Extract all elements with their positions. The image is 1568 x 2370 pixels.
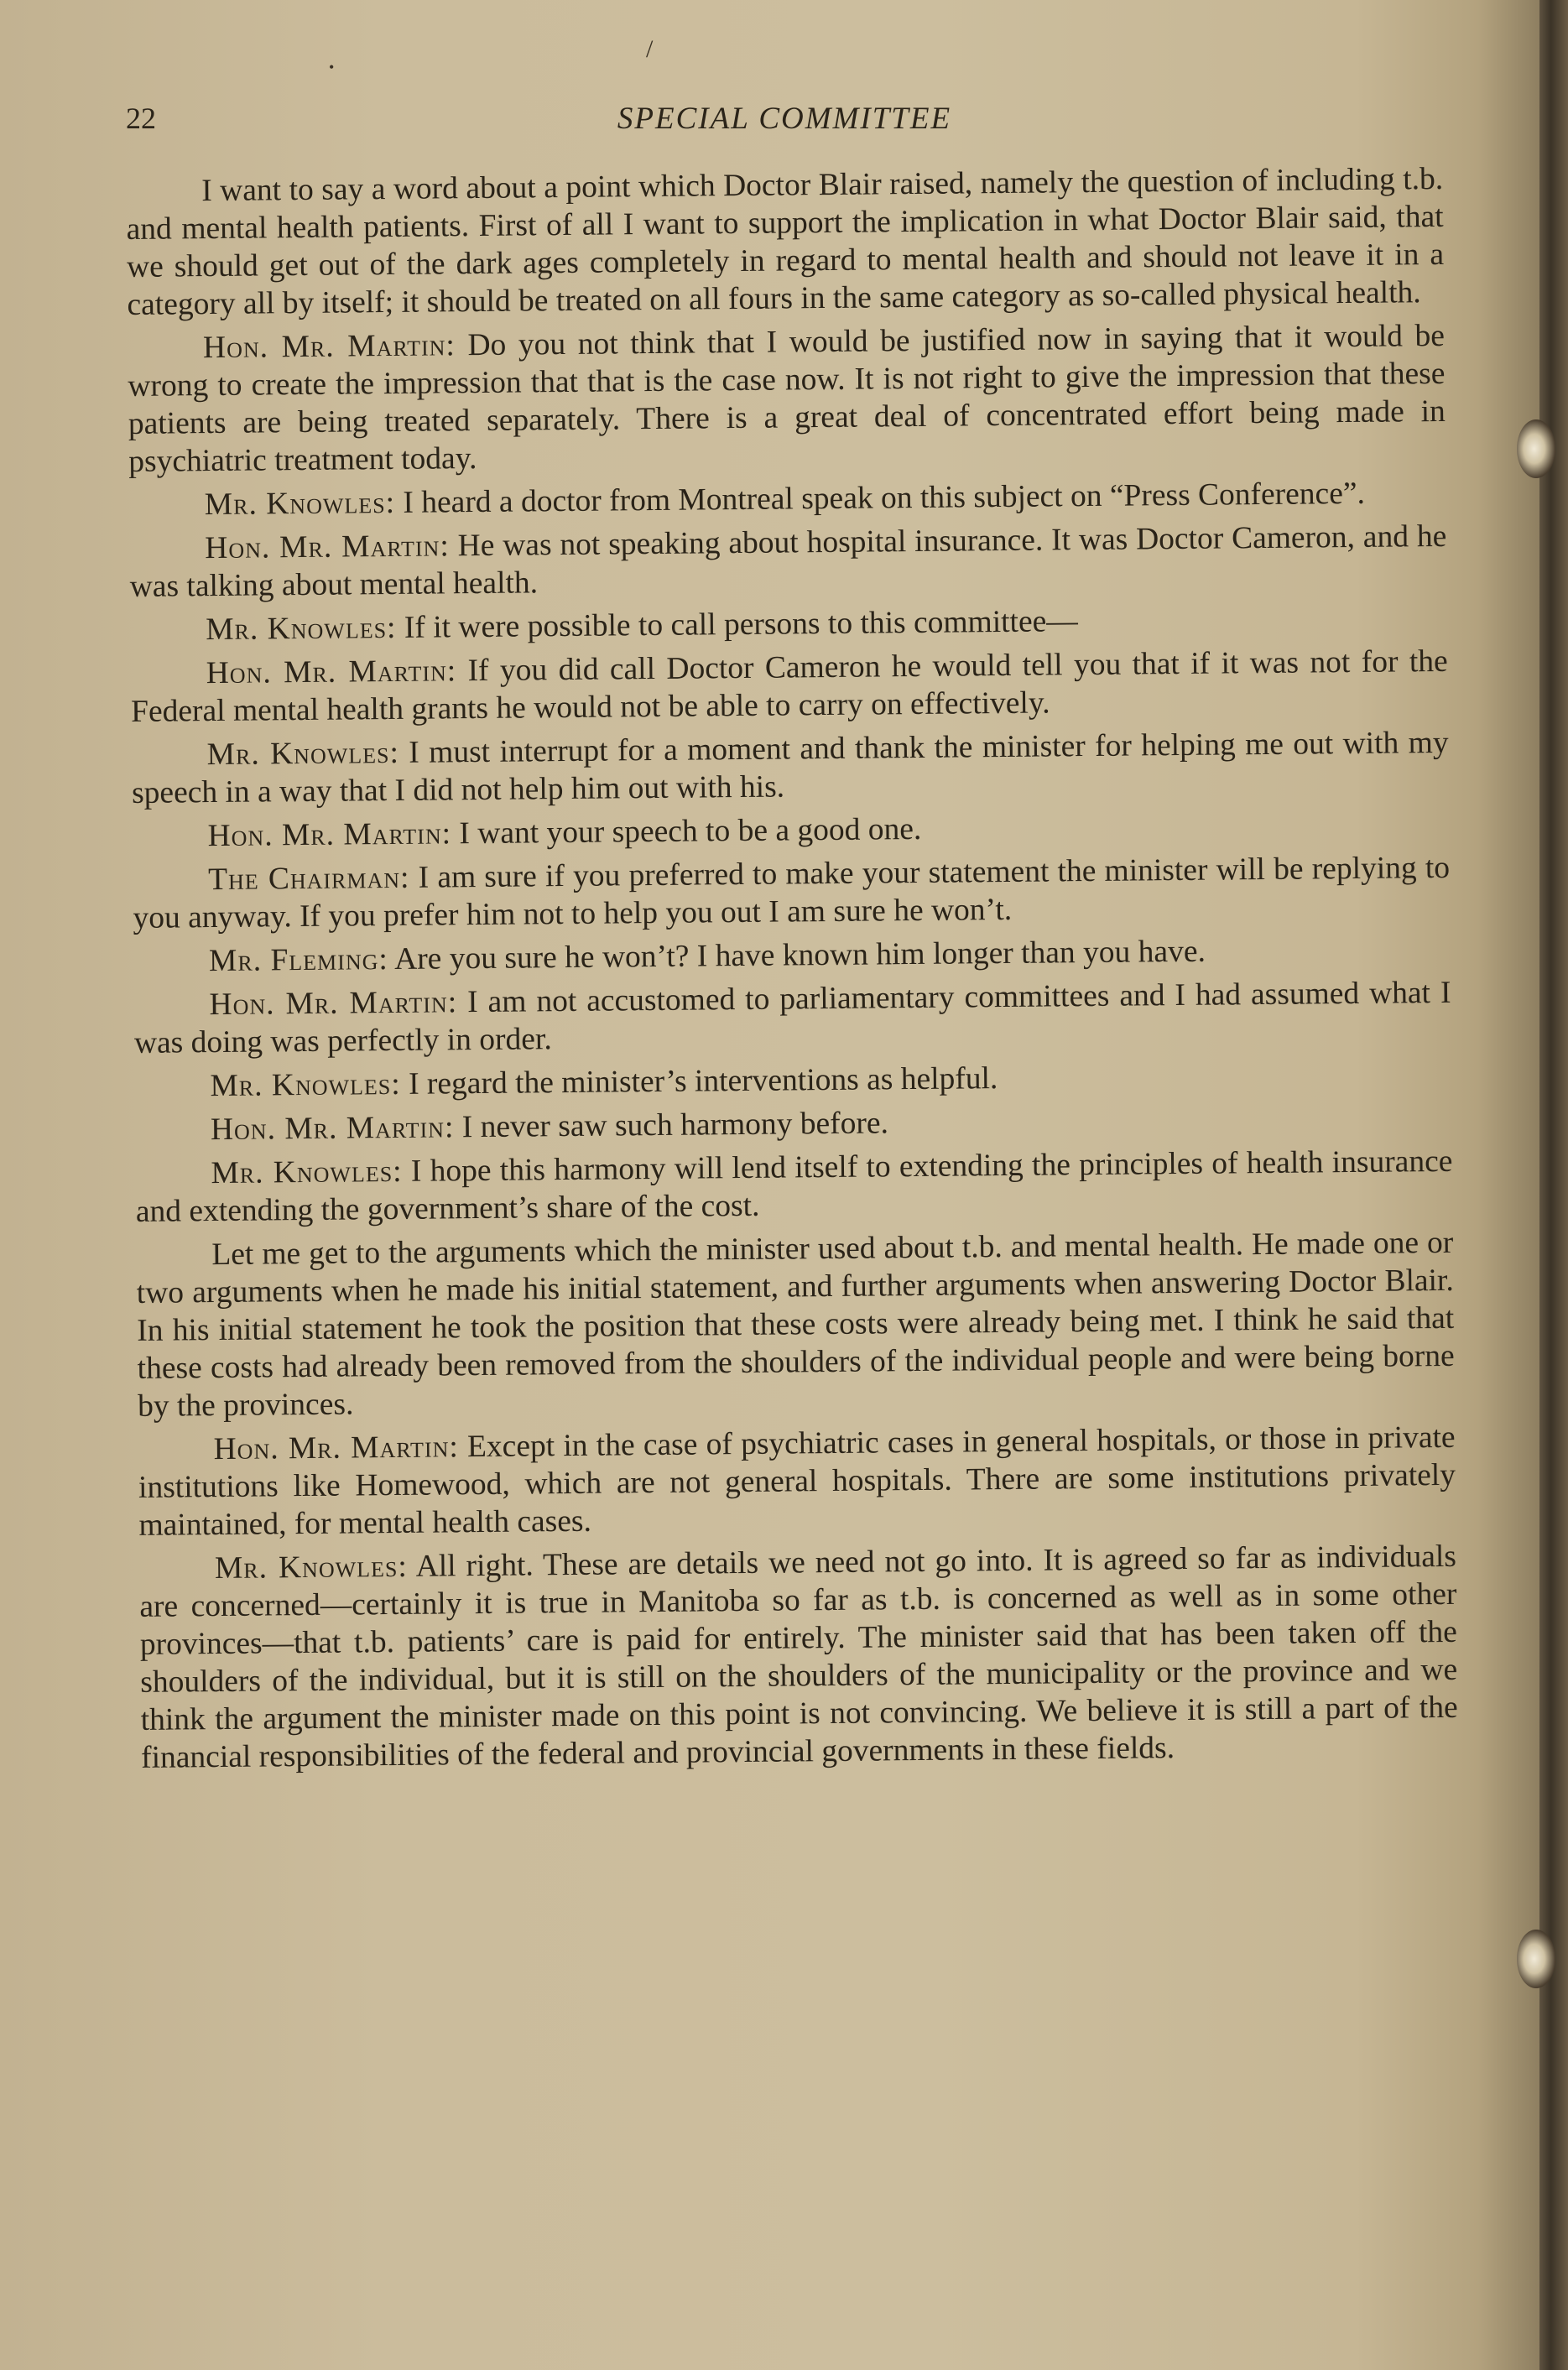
paragraph-text: I am sure if you preferred to make your statement the minister will be replying to you anyway. If you prefer him not to help you out I am sure he won’t. bbox=[133, 850, 1451, 935]
paragraph bbox=[134, 1055, 1451, 1106]
paragraph-text: I want your speech to be a good one. bbox=[451, 811, 922, 852]
paragraph bbox=[129, 518, 1447, 606]
binder-ring bbox=[1517, 419, 1555, 478]
paragraph bbox=[129, 474, 1446, 524]
paragraph bbox=[135, 1143, 1453, 1231]
speaker-label: Mr. Knowles: bbox=[211, 1154, 403, 1191]
paragraph bbox=[138, 1419, 1456, 1544]
paragraph-text: Let me get to the arguments which the minister used about t.b. and mental health. He made one or two arguments when he made his initial statement, and further arguments when answering Doctor Blair. In his initial statement he took the position that these costs were already being met. I think he said that these costs had already been removed from the shoulders of the individual people and were being borne by the provinces. bbox=[136, 1225, 1455, 1424]
body-text bbox=[126, 160, 1458, 1783]
paragraph bbox=[131, 724, 1449, 812]
paragraph bbox=[133, 930, 1451, 981]
paragraph-text: I must interrupt for a moment and thank the minister for helping me out with my speech in a way that I did not help him out with his. bbox=[131, 725, 1449, 810]
speaker-label: Hon. Mr. Martin: bbox=[213, 1430, 459, 1467]
paragraph bbox=[126, 160, 1445, 324]
paragraph-text: Except in the case of psychiatric cases in general hospitals, or those in private institutions like Homewood, which are not general hospitals. There are some institutions privately maintained, for mental health cases. bbox=[138, 1419, 1456, 1543]
paragraph-text: All right. These are details we need not go into. It is agreed so far as individuals are concerned—certainly it is true in Manitoba so far as t.b. is concerned as well as in some other provinces—that t.b. patients’ care is paid for entirely. The minister said that has been taken off the shoulders of the individual, but it is still on the shoulders of the municipality or the province and we think the argument the minister made on this point is not convincing. We believe it is still a part of the financial responsibilities of the federal and provincial governments in these fields. bbox=[139, 1539, 1458, 1775]
speaker-label: Hon. Mr. Martin: bbox=[210, 1110, 455, 1148]
paragraph-text: If you did call Doctor Cameron he would tell you that if it was not for the Federal mental health grants he would not be able to carry on effectively. bbox=[130, 643, 1448, 729]
speaker-label: Mr. Knowles: bbox=[214, 1549, 409, 1586]
paragraph bbox=[128, 317, 1446, 481]
paragraph-text: I heard a doctor from Montreal speak on this subject on “Press Conference”. bbox=[394, 476, 1366, 520]
page-header bbox=[126, 101, 1443, 151]
paragraph bbox=[130, 599, 1447, 649]
speaker-label: Hon. Mr. Martin: bbox=[205, 529, 450, 566]
paragraph-text: If it were possible to call persons to this committee— bbox=[396, 604, 1078, 645]
paragraph-text: I never saw such harmony before. bbox=[454, 1106, 889, 1145]
paragraph-text: I regard the minister’s interventions as helpful. bbox=[400, 1061, 998, 1102]
paragraph-text: I am not accustomed to parliamentary committees and I had assumed what I was doing was perfectly in order. bbox=[133, 975, 1451, 1060]
speaker-label: Mr. Fleming: bbox=[208, 942, 389, 979]
speaker-label: Hon. Mr. Martin: bbox=[202, 328, 456, 366]
page-number: 22 bbox=[126, 102, 156, 135]
running-title: SPECIAL COMMITTEE bbox=[617, 102, 952, 136]
paragraph bbox=[136, 1224, 1455, 1425]
paragraph bbox=[135, 1099, 1452, 1149]
paragraph bbox=[131, 643, 1449, 731]
ink-dot: • bbox=[329, 59, 335, 76]
paragraph-text: I want to say a word about a point which Doctor Blair raised, namely the question of including t.b. and mental health patients. First of all I want to support the implication in what Doctor Blair said, that we should get out of the dark ages completely in regard to mental health and should not leave it in a category all by itself; it should be treated on all fours in the same category as so-called physical health. bbox=[126, 161, 1445, 322]
paragraph-text: I hope this harmony will lend itself to extending the principles of health insurance and extending the government’s share of the cost. bbox=[135, 1143, 1453, 1229]
paragraph bbox=[139, 1538, 1459, 1777]
paragraph-text: Are you sure he won’t? I have known him longer than you have. bbox=[388, 934, 1206, 977]
paragraph bbox=[133, 849, 1451, 937]
ink-mark: / bbox=[646, 35, 654, 63]
binder-ring bbox=[1517, 1930, 1555, 1988]
speaker-label: Mr. Knowles: bbox=[210, 1066, 401, 1104]
speaker-label: Mr. Knowles: bbox=[206, 610, 397, 648]
speaker-label: Hon. Mr. Martin: bbox=[206, 654, 457, 691]
speaker-label: The Chairman: bbox=[207, 860, 410, 898]
paragraph-text: Do you not think that I would be justified now in saying that it would be wrong to create the impression that that is the case now. It is not right to give the impression that these patients are being treated separately. There is a great deal of concentrated effort being made in psychiatric treatment today. bbox=[128, 318, 1446, 479]
paragraph bbox=[133, 974, 1451, 1062]
speaker-label: Hon. Mr. Martin: bbox=[207, 816, 452, 854]
speaker-label: Mr. Knowles: bbox=[204, 485, 396, 523]
paragraph bbox=[132, 805, 1449, 856]
speaker-label: Mr. Knowles: bbox=[206, 735, 400, 773]
paragraph-text: He was not speaking about hospital insurance. It was Doctor Cameron, and he was talking about mental health. bbox=[129, 518, 1447, 604]
book-spine bbox=[1539, 0, 1568, 2370]
speaker-label: Hon. Mr. Martin: bbox=[209, 985, 458, 1023]
